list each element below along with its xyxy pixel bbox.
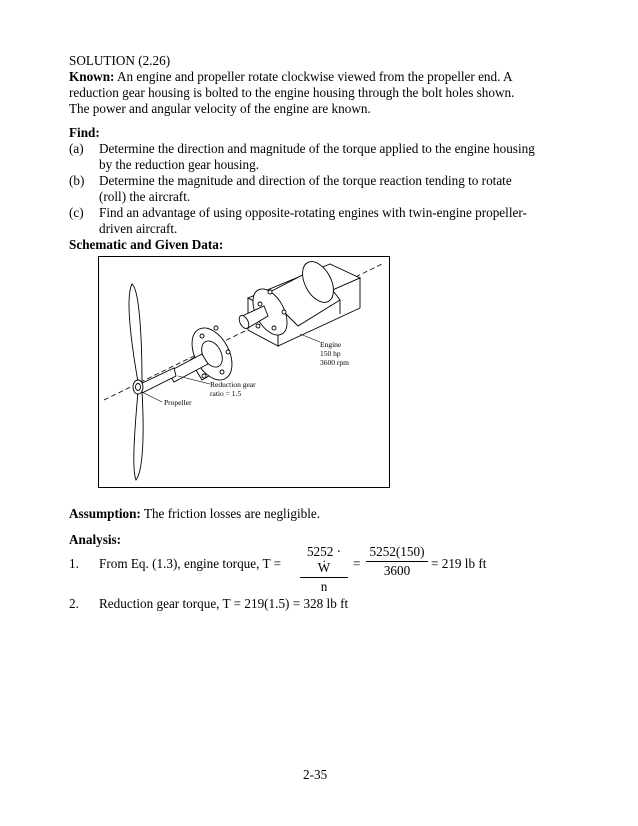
- known-line-2: reduction gear housing is bolted to the engine housing through the bolt holes shown.: [69, 85, 515, 100]
- find-a-line-1: Determine the direction and magnitude of the torque applied to the engine housing: [99, 141, 535, 156]
- find-c-line-1: Find an advantage of using opposite-rotating engines with twin-engine propeller-: [99, 205, 527, 220]
- step-1-num: 1.: [69, 556, 79, 571]
- schematic-heading: Schematic and Given Data:: [69, 237, 224, 252]
- fraction-1: [300, 544, 348, 595]
- find-b-label: (b): [69, 173, 85, 188]
- schematic-figure: [98, 256, 390, 488]
- step-1-result: = 219 lb ft: [431, 556, 487, 571]
- find-a-line-2: by the reduction gear housing.: [99, 157, 260, 172]
- equals-sign: =: [353, 556, 361, 571]
- solution-header: SOLUTION (2.26): [69, 53, 171, 68]
- known-label: Known:: [69, 69, 115, 84]
- fraction-1-denominator: n: [320, 579, 328, 594]
- assumption-line: [69, 506, 320, 522]
- fraction-2: [366, 544, 428, 579]
- find-b-line-2: (roll) the aircraft.: [99, 189, 191, 204]
- known-line-3: The power and angular velocity of the engine are known.: [69, 101, 371, 116]
- engine-power: 150 hp: [320, 349, 341, 358]
- known-line-1: [69, 69, 513, 85]
- gear-ratio: ratio = 1.5: [210, 389, 242, 398]
- schematic-drawing: [98, 256, 390, 488]
- step-2-text: Reduction gear torque, T = 219(1.5) = 328 lb ft: [99, 596, 349, 611]
- find-b-line-1: Determine the magnitude and direction of the torque reaction tending to rotate: [99, 173, 512, 188]
- page-number: 2-35: [303, 767, 328, 782]
- fraction-2-numerator: 5252(150): [369, 544, 425, 559]
- propeller-label: Propeller: [164, 398, 192, 407]
- fraction-1-numerator: 5252 · Ẇ: [306, 544, 342, 575]
- gear-label: Reduction gear: [210, 380, 256, 389]
- gear-label-group: [210, 380, 256, 398]
- assumption-text: The friction losses are negligible.: [143, 506, 321, 521]
- find-c-line-2: driven aircraft.: [99, 221, 178, 236]
- engine-label-group: [320, 340, 349, 367]
- analysis-heading: Analysis:: [69, 532, 122, 547]
- find-c-label: (c): [69, 205, 84, 220]
- find-a-label: (a): [69, 141, 84, 156]
- fraction-2-denominator: 3600: [383, 563, 411, 578]
- step-1-text: From Eq. (1.3), engine torque, T =: [99, 556, 282, 571]
- engine-speed: 3600 rpm: [320, 358, 349, 367]
- assumption-label: Assumption:: [69, 506, 141, 521]
- known-text-1: An engine and propeller rotate clockwise viewed from the propeller end. A: [117, 69, 513, 84]
- step-2-num: 2.: [69, 596, 79, 611]
- engine-label: Engine: [320, 340, 342, 349]
- find-label: Find:: [69, 125, 100, 140]
